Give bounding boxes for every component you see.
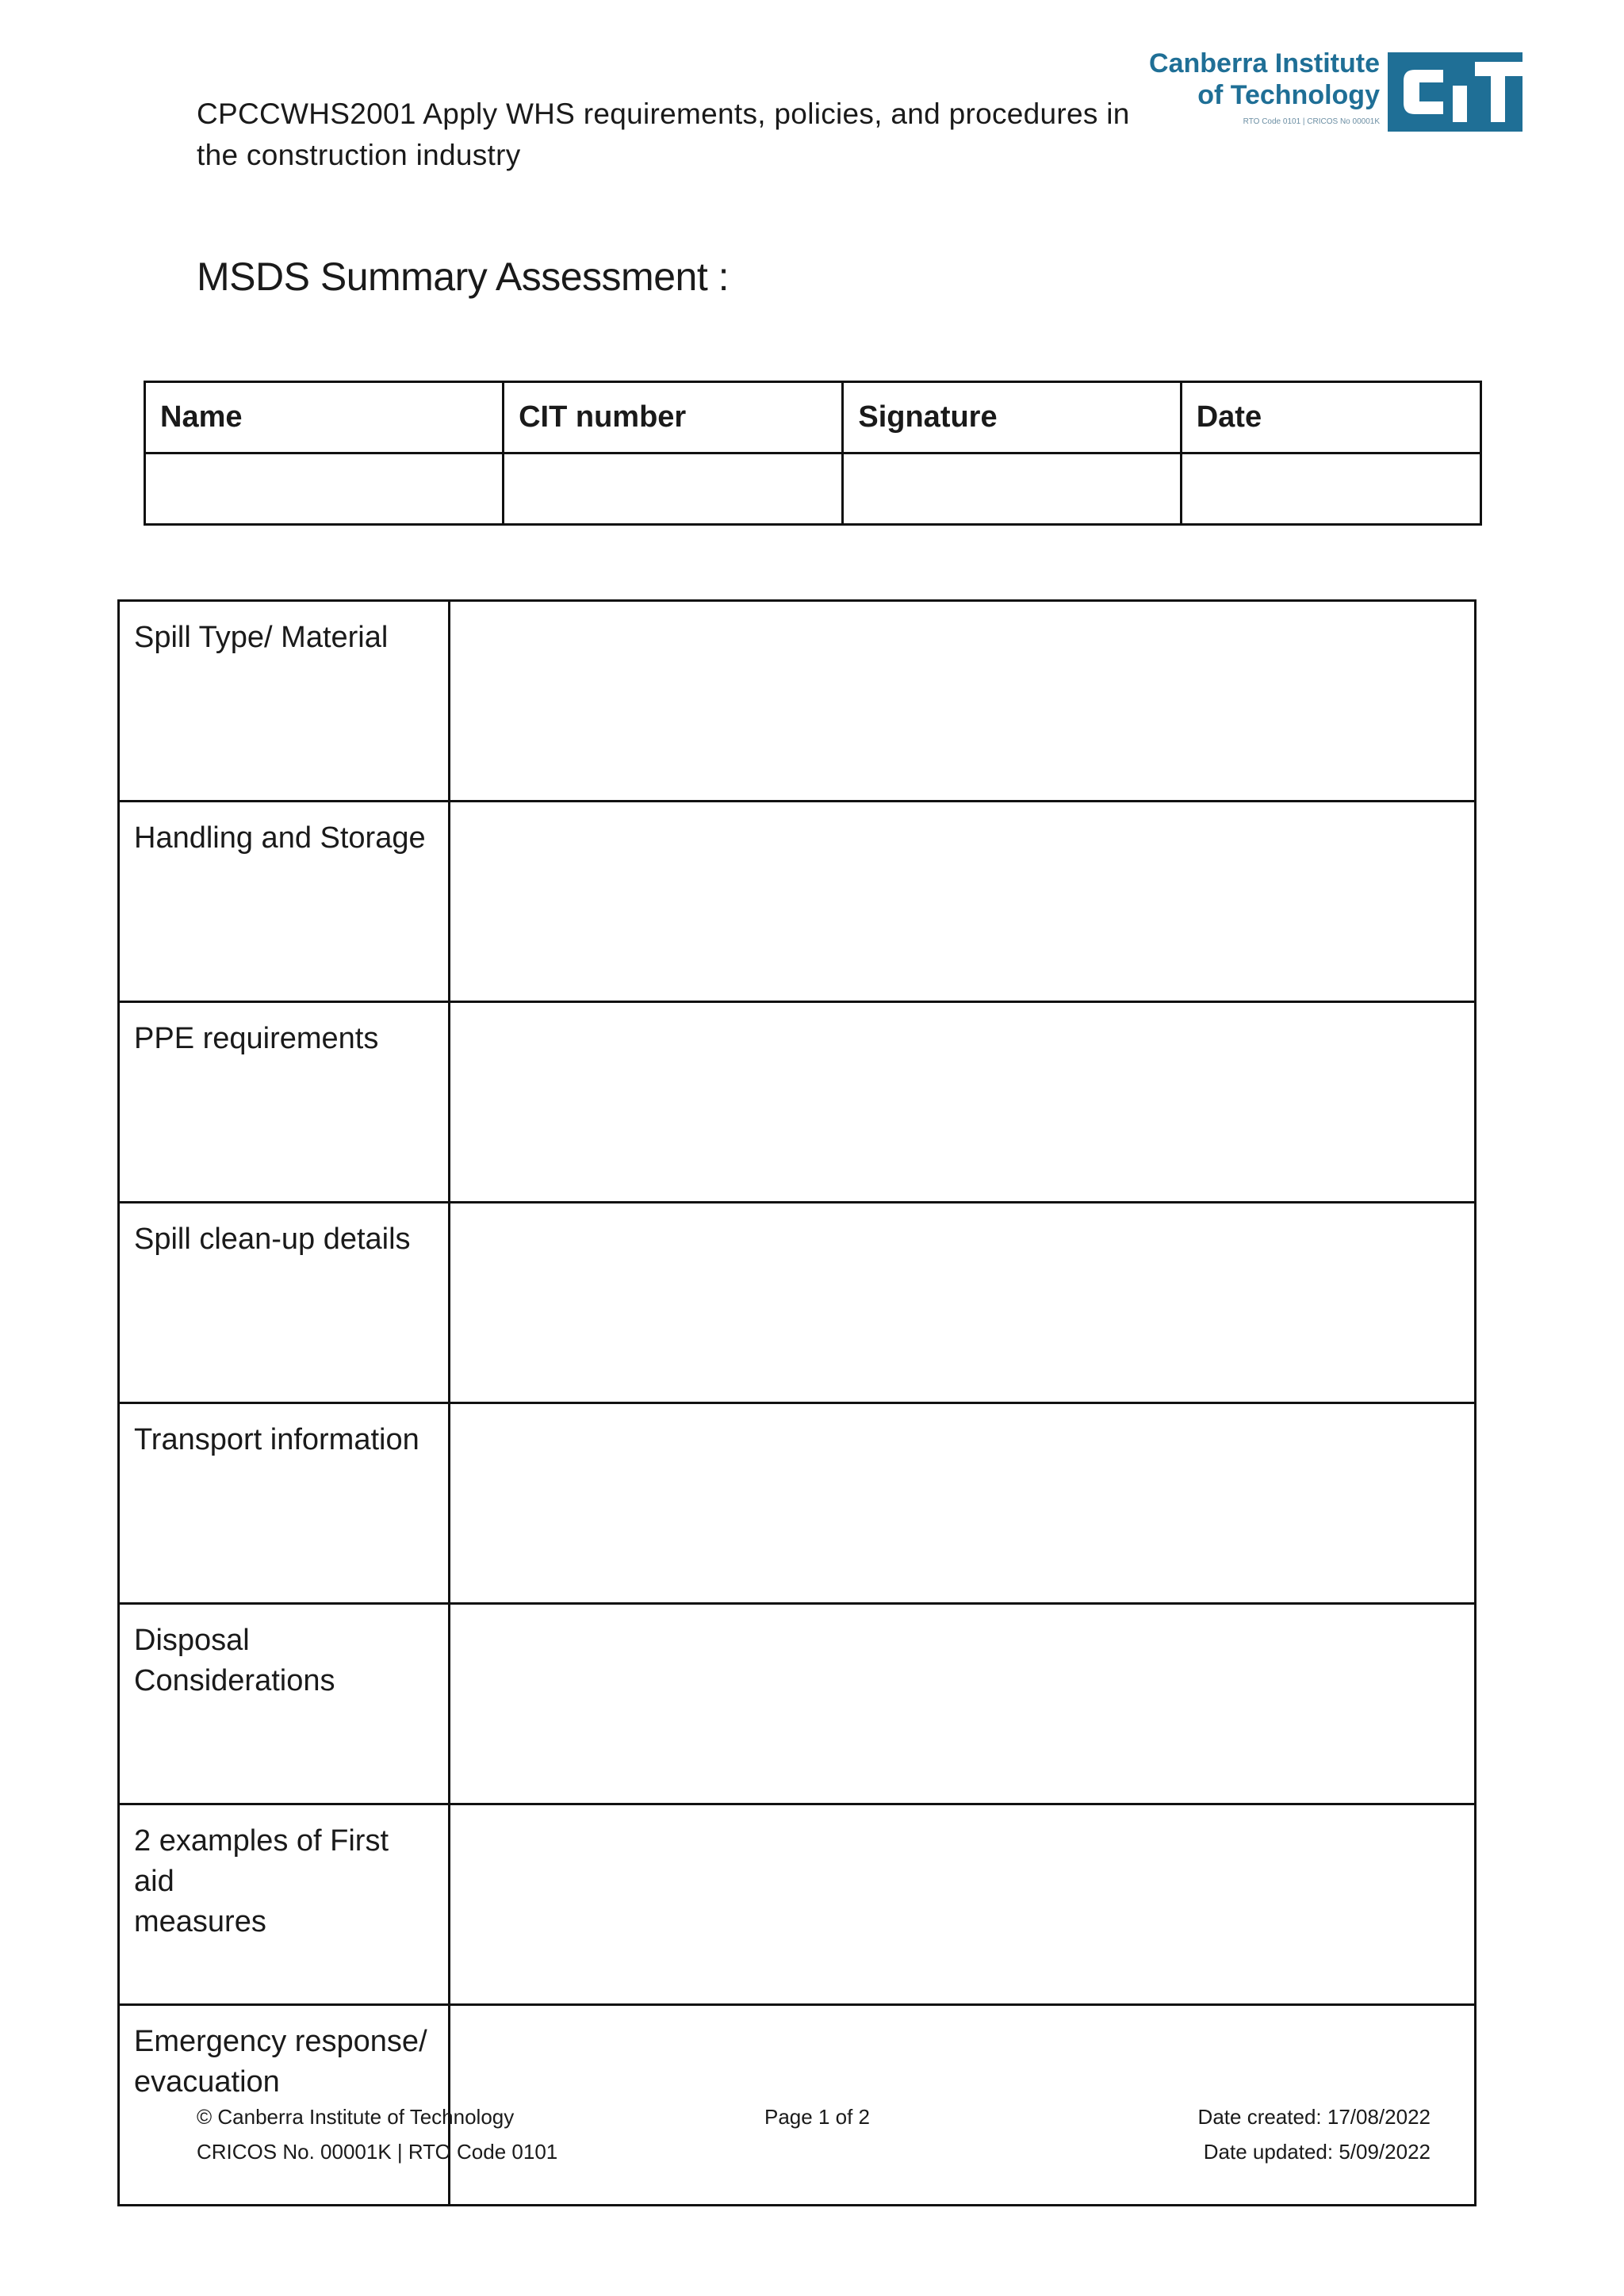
row-label	[119, 1403, 450, 1604]
row-label-line: PPE requirements	[134, 1022, 379, 1055]
row-label	[119, 1002, 450, 1203]
date-field[interactable]	[1181, 453, 1480, 525]
logo-line-1: Canberra Institute	[1149, 48, 1380, 78]
student-details-header-row	[145, 382, 1481, 453]
signature-field[interactable]	[843, 453, 1181, 525]
table-row	[119, 1203, 1476, 1403]
row-label-line: Handling and Storage	[134, 821, 426, 855]
footer-center	[764, 2099, 870, 2134]
row-label	[119, 1804, 450, 2005]
table-row	[119, 1604, 1476, 1804]
footer-date-created: Date created: 17/08/2022	[1197, 2105, 1431, 2129]
student-details-entry-row	[145, 453, 1481, 525]
handling-storage-answer-field[interactable]	[449, 802, 1475, 1002]
course-title	[197, 94, 1148, 176]
logo-codes: RTO Code 0101 | CRICOS No 00001K	[1243, 117, 1380, 126]
table-row	[119, 601, 1476, 802]
row-label	[119, 802, 450, 1002]
table-row	[119, 1403, 1476, 1604]
footer-right	[1198, 2099, 1431, 2169]
row-label-line: Spill clean-up details	[134, 1223, 411, 1256]
row-label-line: Emergency response/	[134, 2025, 427, 2058]
date-header: Date	[1181, 382, 1480, 453]
msds-summary-table	[117, 599, 1477, 2206]
row-label	[119, 601, 450, 802]
row-label-line: Disposal	[134, 1624, 250, 1657]
cit-number-header: CIT number	[504, 382, 843, 453]
cit-number-field[interactable]	[504, 453, 843, 525]
cit-logo-icon	[1388, 52, 1522, 132]
disposal-considerations-answer-field[interactable]	[449, 1604, 1475, 1804]
first-aid-answer-field[interactable]	[449, 1804, 1475, 2005]
row-label	[119, 1604, 450, 1804]
signature-header: Signature	[843, 382, 1181, 453]
student-details-table	[144, 381, 1482, 526]
footer-left	[197, 2099, 557, 2169]
logo-line-2: of Technology	[1197, 80, 1380, 110]
transport-information-answer-field[interactable]	[449, 1403, 1475, 1604]
cit-logo	[1142, 44, 1522, 140]
row-label-line: Spill Type/ Material	[134, 621, 389, 654]
course-title-line-2: the construction industry	[197, 139, 521, 171]
page-title: MSDS Summary Assessment :	[197, 254, 729, 299]
row-label-line: evacuation	[134, 2065, 280, 2099]
ppe-requirements-answer-field[interactable]	[449, 1002, 1475, 1203]
footer-cricos: CRICOS No. 00001K | RTO Code 0101	[197, 2140, 558, 2164]
course-title-line-1: CPCCWHS2001 Apply WHS requirements, policies, and procedures in	[197, 98, 1130, 130]
row-label-line: 2 examples of First aid	[134, 1824, 389, 1898]
row-label-line: Considerations	[134, 1664, 335, 1697]
spill-type-answer-field[interactable]	[449, 601, 1475, 802]
name-field[interactable]	[145, 453, 504, 525]
table-row	[119, 1002, 1476, 1203]
footer-date-updated: Date updated: 5/09/2022	[1203, 2140, 1431, 2164]
name-header: Name	[145, 382, 504, 453]
logo-wordmark	[1149, 48, 1380, 111]
table-row	[119, 1804, 1476, 2005]
table-row	[119, 802, 1476, 1002]
row-label-line: Transport information	[134, 1423, 419, 1456]
spill-cleanup-answer-field[interactable]	[449, 1203, 1475, 1403]
row-label	[119, 1203, 450, 1403]
footer-copyright: © Canberra Institute of Technology	[197, 2105, 515, 2129]
row-label-line: measures	[134, 1905, 266, 1938]
footer-page-number: Page 1 of 2	[764, 2105, 870, 2129]
